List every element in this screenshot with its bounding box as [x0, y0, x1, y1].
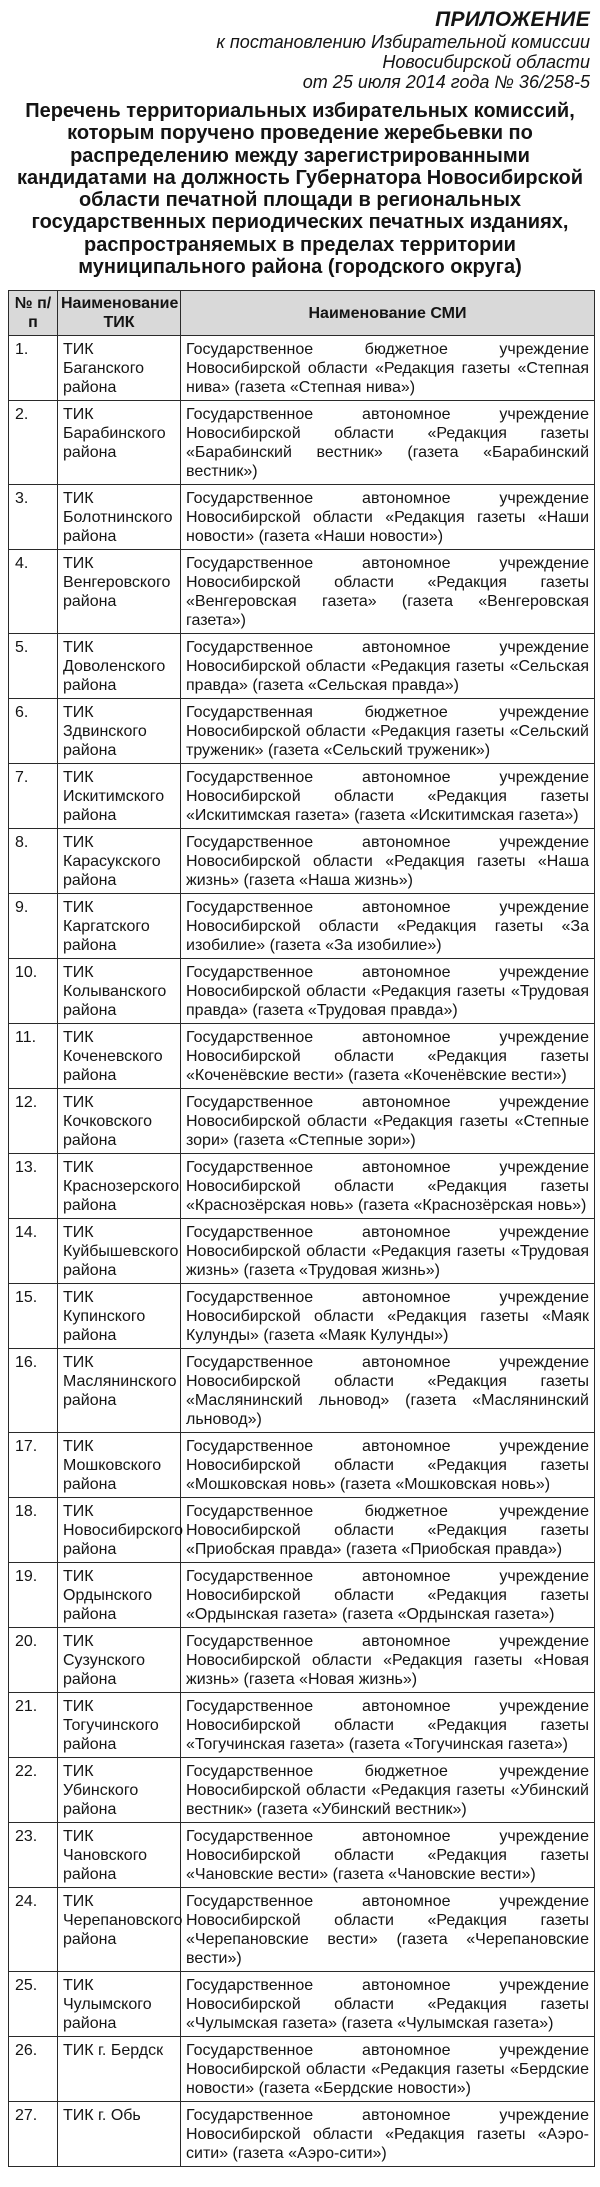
- table-row: [9, 485, 595, 550]
- row-smi: Государственное автономное учреждение Новосибирской области «Редакция газеты «Барабинский вестник» (газета «Барабинский вестник»): [181, 401, 595, 485]
- table-row: [9, 1972, 595, 2037]
- row-tik: ТИК Доволенского района: [58, 634, 181, 699]
- row-smi: Государственное автономное учреждение Новосибирской области «Редакция газеты «Трудовая правда» (газета «Трудовая правда»): [181, 959, 595, 1024]
- table-row: [9, 1563, 595, 1628]
- row-number: 25.: [9, 1972, 58, 2037]
- row-tik: ТИК Искитимского района: [58, 764, 181, 829]
- row-number: 2.: [9, 401, 58, 485]
- row-smi: Государственная бюджетное учреждение Новосибирской области «Редакция газеты «Сельский труженик» (газета «Сельский труженик»): [181, 699, 595, 764]
- row-smi: Государственное автономное учреждение Новосибирской области «Редакция газеты «За изобилие» (газета «За изобилие»): [181, 894, 595, 959]
- row-number: 9.: [9, 894, 58, 959]
- table-row: [9, 1823, 595, 1888]
- row-smi: Государственное автономное учреждение Новосибирской области «Редакция газеты «Коченёвские вести» (газета «Коченёвские вести»): [181, 1024, 595, 1089]
- document-title: Перечень территориальных избирательных комиссий, которым поручено проведение жеребьевки по распределению между зарегистрированными кандидатами на должность Губернатора Новосибирской области печатной площади в региональных государственных периодических печатных изданиях, распространяемых в пределах территории муниципального района (городского округа): [17, 100, 583, 279]
- row-number: 8.: [9, 829, 58, 894]
- row-smi: Государственное автономное учреждение Новосибирской области «Редакция газеты «Чулымская газета» (газета «Чулымская газета»): [181, 1972, 595, 2037]
- table-header-row: [9, 291, 595, 336]
- header-tik: Наименование ТИК: [58, 291, 181, 336]
- row-smi: Государственное автономное учреждение Новосибирской области «Редакция газеты «Краснозёрская новь» (газета «Краснозёрская новь»): [181, 1154, 595, 1219]
- row-tik: ТИК г. Бердск: [58, 2037, 181, 2102]
- row-number: 18.: [9, 1498, 58, 1563]
- row-tik: ТИК Чулымского района: [58, 1972, 181, 2037]
- table-row: [9, 550, 595, 634]
- table-row: [9, 634, 595, 699]
- row-smi: Государственное автономное учреждение Новосибирской области «Редакция газеты «Чановские вести» (газета «Чановские вести»): [181, 1823, 595, 1888]
- row-smi: Государственное автономное учреждение Новосибирской области «Редакция газеты «Аэро-сити» (газета «Аэро-сити»): [181, 2102, 595, 2167]
- row-tik: ТИК Каргатского района: [58, 894, 181, 959]
- row-number: 5.: [9, 634, 58, 699]
- row-smi: Государственное автономное учреждение Новосибирской области «Редакция газеты «Маяк Кулунды» (газета «Маяк Кулунды»): [181, 1284, 595, 1349]
- table-row: [9, 1089, 595, 1154]
- row-number: 10.: [9, 959, 58, 1024]
- appendix-title: ПРИЛОЖЕНИЕ: [435, 8, 590, 31]
- table-row: [9, 336, 595, 401]
- row-number: 23.: [9, 1823, 58, 1888]
- row-smi: Государственное автономное учреждение Новосибирской области «Редакция газеты «Мошковская новь» (газета «Мошковская новь»): [181, 1433, 595, 1498]
- row-tik: ТИК Коченевского района: [58, 1024, 181, 1089]
- table-row: [9, 1758, 595, 1823]
- row-tik: ТИК г. Обь: [58, 2102, 181, 2167]
- commissions-table: [8, 290, 595, 2167]
- table-row: [9, 1284, 595, 1349]
- row-number: 15.: [9, 1284, 58, 1349]
- appendix-line: Новосибирской области: [382, 52, 590, 72]
- row-number: 6.: [9, 699, 58, 764]
- row-smi: Государственное автономное учреждение Новосибирской области «Редакция газеты «Черепановские вести» (газета «Черепановские вести»): [181, 1888, 595, 1972]
- row-number: 19.: [9, 1563, 58, 1628]
- row-number: 3.: [9, 485, 58, 550]
- row-number: 7.: [9, 764, 58, 829]
- row-smi: Государственное автономное учреждение Новосибирской области «Редакция газеты «Наша жизнь» (газета «Наша жизнь»): [181, 829, 595, 894]
- row-tik: ТИК Новосибирского района: [58, 1498, 181, 1563]
- row-tik: ТИК Кочковского района: [58, 1089, 181, 1154]
- row-smi: Государственное автономное учреждение Новосибирской области «Редакция газеты «Венгеровская газета» (газета «Венгеровская газета»): [181, 550, 595, 634]
- row-smi: Государственное автономное учреждение Новосибирской области «Редакция газеты «Ордынская газета» (газета «Ордынская газета»): [181, 1563, 595, 1628]
- table-row: [9, 959, 595, 1024]
- row-tik: ТИК Тогучинского района: [58, 1693, 181, 1758]
- row-smi: Государственное автономное учреждение Новосибирской области «Редакция газеты «Маслянинский льновод» (газета «Маслянинский льновод»): [181, 1349, 595, 1433]
- row-tik: ТИК Колыванского района: [58, 959, 181, 1024]
- table-row: [9, 401, 595, 485]
- row-smi: Государственное автономное учреждение Новосибирской области «Редакция газеты «Искитимская газета» (газета «Искитимская газета»): [181, 764, 595, 829]
- row-tik: ТИК Краснозерского района: [58, 1154, 181, 1219]
- table-row: [9, 1024, 595, 1089]
- header-smi: Наименование СМИ: [181, 291, 595, 336]
- row-number: 14.: [9, 1219, 58, 1284]
- row-smi: Государственное автономное учреждение Новосибирской области «Редакция газеты «Тогучинская газета» (газета «Тогучинская газета»): [181, 1693, 595, 1758]
- table-row: [9, 1498, 595, 1563]
- appendix-line: от 25 июля 2014 года № 36/258-5: [302, 72, 590, 92]
- table-row: [9, 2102, 595, 2167]
- table-row: [9, 2037, 595, 2102]
- row-tik: ТИК Сузунского района: [58, 1628, 181, 1693]
- row-smi: Государственное автономное учреждение Новосибирской области «Редакция газеты «Наши новости» (газета «Наши новости»): [181, 485, 595, 550]
- row-number: 1.: [9, 336, 58, 401]
- row-tik: ТИК Здвинского района: [58, 699, 181, 764]
- appendix-header: [8, 8, 592, 92]
- row-number: 13.: [9, 1154, 58, 1219]
- row-tik: ТИК Черепановского района: [58, 1888, 181, 1972]
- row-tik: ТИК Венгеровского района: [58, 550, 181, 634]
- table-row: [9, 1693, 595, 1758]
- row-tik: ТИК Болотнинского района: [58, 485, 181, 550]
- row-number: 24.: [9, 1888, 58, 1972]
- row-smi: Государственное автономное учреждение Новосибирской области «Редакция газеты «Степные зори» (газета «Степные зори»): [181, 1089, 595, 1154]
- row-number: 22.: [9, 1758, 58, 1823]
- row-tik: ТИК Купинского района: [58, 1284, 181, 1349]
- row-number: 26.: [9, 2037, 58, 2102]
- row-number: 16.: [9, 1349, 58, 1433]
- table-row: [9, 699, 595, 764]
- row-number: 11.: [9, 1024, 58, 1089]
- appendix-line: к постановлению Избирательной комиссии: [216, 32, 590, 52]
- row-number: 12.: [9, 1089, 58, 1154]
- row-tik: ТИК Убинского района: [58, 1758, 181, 1823]
- row-tik: ТИК Карасукского района: [58, 829, 181, 894]
- row-smi: Государственное бюджетное учреждение Новосибирской области «Редакция газеты «Степная нива» (газета «Степная нива»): [181, 336, 595, 401]
- row-tik: ТИК Чановского района: [58, 1823, 181, 1888]
- row-tik: ТИК Ордынского района: [58, 1563, 181, 1628]
- row-smi: Государственное автономное учреждение Новосибирской области «Редакция газеты «Бердские новости» (газета «Бердские новости»): [181, 2037, 595, 2102]
- row-tik: ТИК Куйбышевского района: [58, 1219, 181, 1284]
- row-tik: ТИК Мошковского района: [58, 1433, 181, 1498]
- row-smi: Государственное автономное учреждение Новосибирской области «Редакция газеты «Сельская правда» (газета «Сельская правда»): [181, 634, 595, 699]
- row-smi: Государственное автономное учреждение Новосибирской области «Редакция газеты «Новая жизнь» (газета «Новая жизнь»): [181, 1628, 595, 1693]
- table-row: [9, 894, 595, 959]
- row-tik: ТИК Барабинского района: [58, 401, 181, 485]
- table-row: [9, 1349, 595, 1433]
- table-row: [9, 1219, 595, 1284]
- row-number: 17.: [9, 1433, 58, 1498]
- row-smi: Государственное бюджетное учреждение Новосибирской области «Редакция газеты «Убинский вестник» (газета «Убинский вестник»): [181, 1758, 595, 1823]
- row-smi: Государственное автономное учреждение Новосибирской области «Редакция газеты «Трудовая жизнь» (газета «Трудовая жизнь»): [181, 1219, 595, 1284]
- row-number: 21.: [9, 1693, 58, 1758]
- row-tik: ТИК Маслянинского района: [58, 1349, 181, 1433]
- header-number: № п/п: [9, 291, 58, 336]
- row-tik: ТИК Баганского района: [58, 336, 181, 401]
- row-number: 20.: [9, 1628, 58, 1693]
- table-row: [9, 829, 595, 894]
- table-row: [9, 1154, 595, 1219]
- table-row: [9, 1888, 595, 1972]
- row-smi: Государственное бюджетное учреждение Новосибирской области «Редакция газеты «Приобская правда» (газета «Приобская правда»): [181, 1498, 595, 1563]
- table-row: [9, 1628, 595, 1693]
- table-row: [9, 1433, 595, 1498]
- row-number: 4.: [9, 550, 58, 634]
- table-row: [9, 764, 595, 829]
- row-number: 27.: [9, 2102, 58, 2167]
